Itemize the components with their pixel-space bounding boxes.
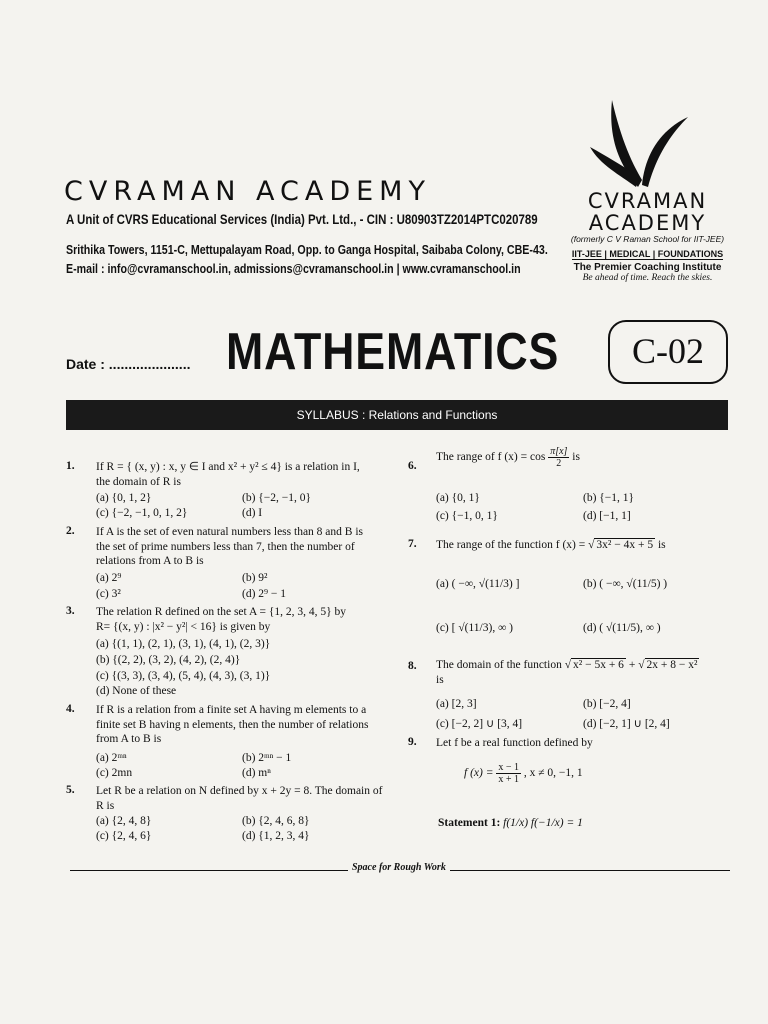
- question-text: The domain of the function: [436, 659, 562, 671]
- question-number: 8.: [408, 660, 417, 672]
- plus-sign: +: [628, 659, 636, 671]
- option-d: (d) None of these: [96, 685, 177, 697]
- function-condition: , x ≠ 0, −1, 1: [523, 767, 583, 780]
- option-a: (a) {0, 1, 2}: [96, 492, 152, 504]
- question-text: is: [436, 673, 444, 686]
- question-text: Let f be a real function defined by: [436, 737, 593, 749]
- option-c: (c) {−1, 0, 1}: [436, 510, 498, 522]
- question-number: 5.: [66, 784, 75, 796]
- date-label: Date : .....................: [66, 356, 191, 372]
- question-text: R= {(x, y) : |x² − y²| < 16} is given by: [96, 620, 271, 633]
- statement-label: Statement 1:: [438, 817, 501, 829]
- paper-code: C-02: [608, 320, 728, 384]
- question-number: 7.: [408, 538, 417, 550]
- question-number: 3.: [66, 605, 75, 617]
- function-definition: [464, 762, 583, 785]
- address-line: Srithika Towers, 1151-C, Mettupalayam Road, Opp. to Ganga Hospital, Saibaba Colony, CBE-43.: [66, 242, 548, 257]
- question-text: R is: [96, 799, 115, 812]
- question-text: The range of the function f (x) =: [436, 539, 586, 551]
- option-b: (b) ( −∞, √(11/5) ): [583, 578, 668, 590]
- statement-1: [438, 816, 583, 831]
- question-text: is: [657, 539, 666, 551]
- logo-name-2: ACADEMY: [588, 211, 707, 235]
- option-a: (a) 2ᵐⁿ: [96, 752, 127, 764]
- right-column: [408, 446, 738, 846]
- option-b: (b) [−2, 4]: [583, 698, 631, 710]
- option-c: (c) 2mn: [96, 767, 133, 779]
- question-number: 4.: [66, 703, 75, 715]
- question-text: finite set B having n elements, then the number of relations: [96, 718, 369, 731]
- option-c: (c) 3²: [96, 588, 121, 600]
- question-text: The range of f (x) = cos: [436, 451, 546, 464]
- logo-name-1: CVRAMAN: [587, 189, 708, 213]
- option-a: (a) {2, 4, 8}: [96, 815, 152, 827]
- question-text: The relation R defined on the set A = {1, 2, 3, 4, 5} by: [96, 606, 347, 618]
- unit-line: A Unit of CVRS Educational Services (India) Pvt. Ltd., - CIN : U80903TZ2014PTC020789: [66, 211, 538, 227]
- question-2: [96, 525, 396, 569]
- option-b: (b) {−2, −1, 0}: [242, 492, 312, 504]
- logo-institute: The Premier Coaching Institute: [573, 262, 722, 273]
- question-7: The range of the function f (x) = √ 3x² − 4x + 5 is: [436, 539, 666, 551]
- question-text: the set of prime numbers less than 7, then the number of: [96, 540, 355, 553]
- question-3: [96, 605, 396, 634]
- option-a: (a) ( −∞, √(11/3) ]: [436, 578, 520, 590]
- option-c: (c) {(3, 3), (3, 4), (5, 4), (4, 3), (3, 1)}: [96, 670, 271, 682]
- fraction-denominator: 2: [556, 458, 562, 469]
- logo-tag: IIT-JEE | MEDICAL | FOUNDATIONS: [571, 249, 724, 259]
- option-a: (a) {(1, 1), (2, 1), (3, 1), (4, 1), (2, 3)}: [96, 638, 271, 650]
- option-c: (c) [ √(11/3), ∞ ): [436, 622, 513, 634]
- question-1: [96, 460, 396, 489]
- question-8: The domain of the function √ x² − 5x + 6 + √ 2x + 8 − x² is: [436, 659, 698, 686]
- subject-title: MATHEMATICS: [226, 323, 560, 381]
- option-b: (b) 9²: [242, 572, 268, 584]
- question-4: [96, 703, 396, 747]
- statement-text: f(1/x) f(−1/x) = 1: [503, 817, 583, 829]
- function-label: f (x) =: [464, 767, 494, 780]
- syllabus-bar: SYLLABUS : Relations and Functions: [66, 400, 728, 430]
- question-number: 1.: [66, 460, 75, 472]
- option-c: (c) {−2, −1, 0, 1, 2}: [96, 507, 188, 519]
- option-a: (a) {0, 1}: [436, 492, 480, 504]
- question-text: the domain of R is: [96, 475, 181, 488]
- email-line: E-mail : info@cvramanschool.in, admissions@cvramanschool.in | www.cvramanschool.in: [66, 261, 521, 276]
- option-a: (a) 2⁹: [96, 572, 122, 584]
- logo-formerly: (formerly C V Raman School for IIT-JEE): [570, 234, 725, 244]
- option-a: (a) [2, 3]: [436, 698, 477, 710]
- question-number: 6.: [408, 460, 417, 472]
- option-d: (d) {1, 2, 3, 4}: [242, 830, 310, 842]
- option-c: (c) {2, 4, 6}: [96, 830, 152, 842]
- radicand: x² − 5x + 6: [573, 659, 624, 671]
- option-d: (d) [−2, 1] ∪ [2, 4]: [583, 718, 670, 730]
- question-number: 9.: [408, 736, 417, 748]
- footer-text: Space for Rough Work: [348, 862, 450, 873]
- question-number: 2.: [66, 525, 75, 537]
- question-text: is: [572, 451, 580, 464]
- question-text: from A to B is: [96, 733, 162, 745]
- fraction-numerator: π[x]: [550, 446, 568, 457]
- logo-motto: Be ahead of time. Reach the skies.: [582, 273, 713, 283]
- radicand: 3x² − 4x + 5: [596, 539, 654, 551]
- question-text: relations from A to B is: [96, 555, 204, 567]
- question-text: If A is the set of even natural numbers less than 8 and B is: [96, 526, 364, 538]
- question-5: [96, 784, 396, 813]
- option-d: (d) ( √(11/5), ∞ ): [583, 622, 661, 634]
- option-b: (b) {(2, 2), (3, 2), (4, 2), (2, 4)}: [96, 654, 241, 666]
- option-d: (d) 2⁹ − 1: [242, 588, 287, 600]
- option-d: (d) I: [242, 507, 263, 519]
- option-d: (d) mⁿ: [242, 767, 271, 779]
- question-text: If R = { (x, y) : x, y ∈ I and x² + y² ≤ 4} is a relation in I,: [96, 461, 360, 473]
- question-text: Let R be a relation on N defined by x + 2y = 8. The domain of: [96, 785, 383, 797]
- leaf-logo-icon: [590, 95, 690, 190]
- option-c: (c) [−2, 2] ∪ [3, 4]: [436, 718, 523, 730]
- option-b: (b) {2, 4, 6, 8}: [242, 815, 310, 827]
- question-text: If R is a relation from a finite set A having m elements to a: [96, 704, 367, 716]
- radicand: 2x + 8 − x²: [646, 659, 698, 671]
- academy-title: CVRAMAN ACADEMY: [64, 176, 431, 207]
- academy-logo: [560, 95, 735, 283]
- option-b: (b) 2ᵐⁿ − 1: [242, 752, 292, 764]
- option-d: (d) [−1, 1]: [583, 510, 631, 522]
- fraction-denominator: x + 1: [498, 774, 519, 785]
- question-6: [436, 446, 580, 469]
- option-b: (b) {−1, 1}: [583, 492, 635, 504]
- fraction-numerator: x − 1: [498, 762, 519, 773]
